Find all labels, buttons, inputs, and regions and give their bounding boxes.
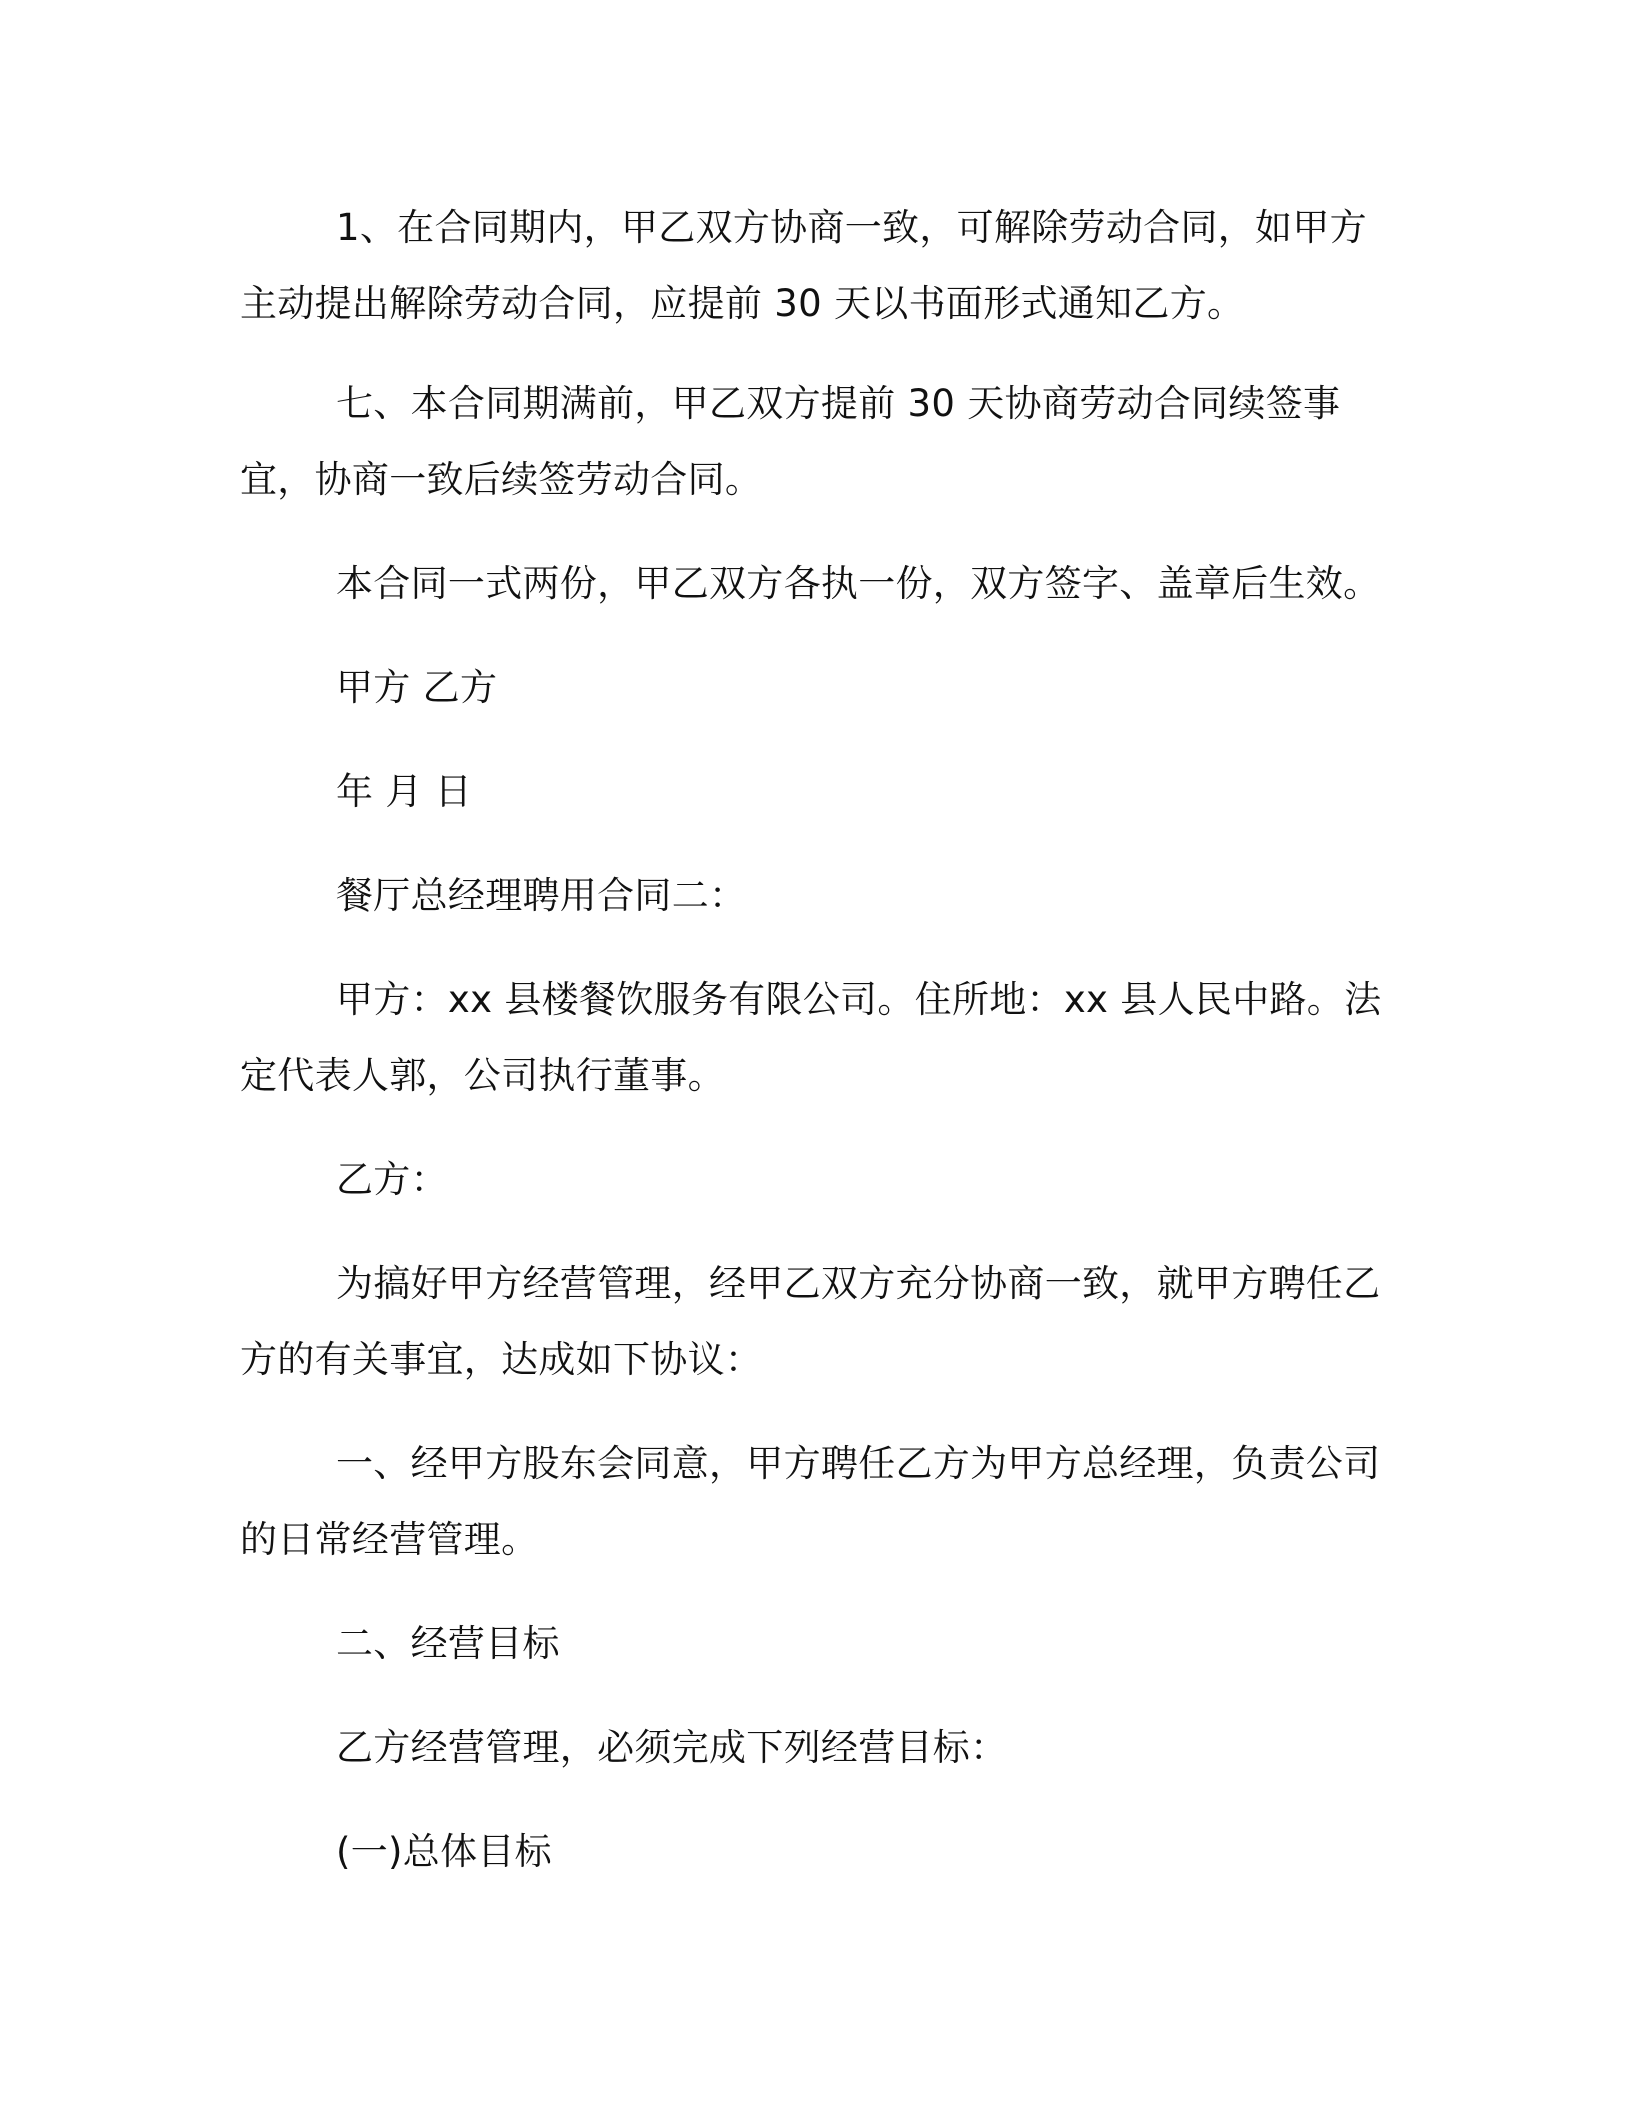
paragraph-renewal-clause: 七、本合同期满前，甲乙双方提前 30 天协商劳动合同续签事宜，协商一致后续签劳动合同。 — [240, 382, 1341, 501]
paragraph-termination-clause: 1、在合同期内，甲乙双方协商一致，可解除劳动合同，如甲方主动提出解除劳动合同，应提前 30 天以书面形式通知乙方。 — [240, 206, 1367, 325]
paragraph-section-heading: 二、经营目标 — [336, 1622, 560, 1665]
paragraph-party-a: 甲方：xx 县楼餐饮服务有限公司。住所地：xx 县人民中路。法定代表人郭，公司执行董事。 — [240, 978, 1382, 1097]
paragraph-party-b: 乙方： — [336, 1158, 448, 1201]
paragraph-signature-date: 年 月 日 — [336, 770, 473, 813]
paragraph-copies-clause: 本合同一式两份，甲乙双方各执一份，双方签字、盖章后生效。 — [336, 562, 1381, 605]
paragraph-signature-parties: 甲方 乙方 — [336, 666, 498, 709]
paragraph-preamble: 为搞好甲方经营管理，经甲乙双方充分协商一致，就甲方聘任乙方的有关事宜，达成如下协议： — [240, 1262, 1381, 1381]
document-body — [240, 190, 1392, 1890]
paragraph-overall-objective: (一)总体目标 — [336, 1830, 552, 1873]
paragraph-appointment: 一、经甲方股东会同意，甲方聘任乙方为甲方总经理，负责公司的日常经营管理。 — [240, 1442, 1381, 1561]
paragraph-contract-title: 餐厅总经理聘用合同二： — [336, 874, 747, 917]
paragraph-objectives-intro: 乙方经营管理，必须完成下列经营目标： — [336, 1726, 1008, 1769]
